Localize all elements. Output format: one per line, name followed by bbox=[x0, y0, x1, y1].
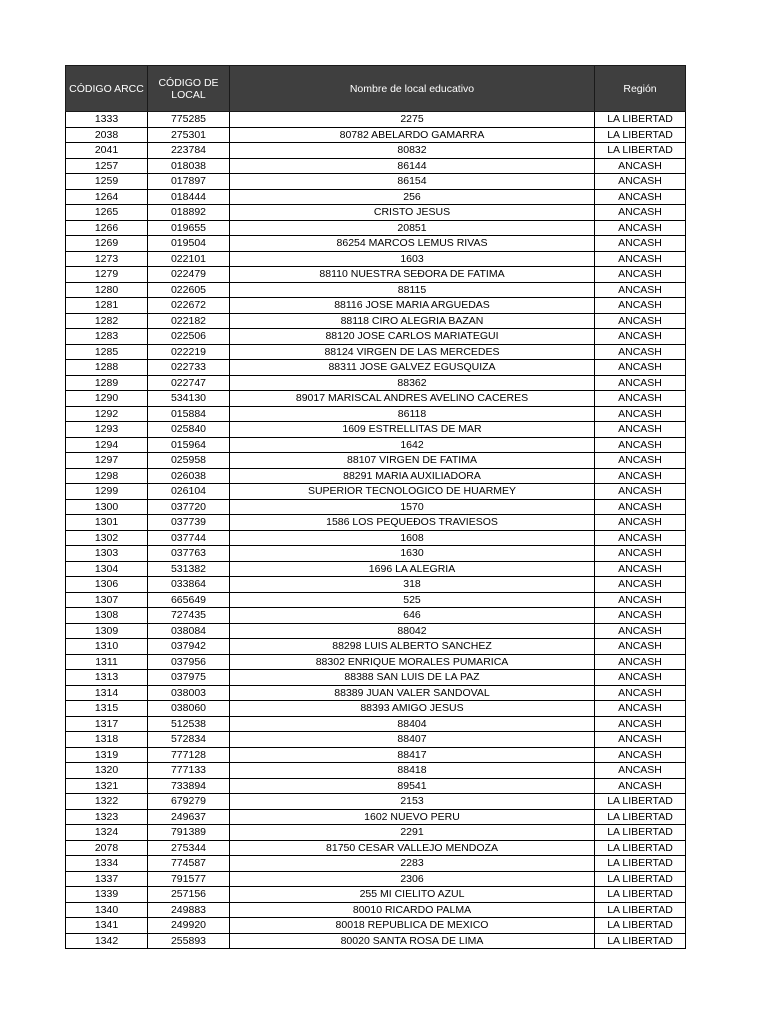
cell-codigo-arcc: 1293 bbox=[66, 422, 148, 438]
cell-codigo-arcc: 1285 bbox=[66, 344, 148, 360]
cell-region: ANCASH bbox=[595, 220, 686, 236]
cell-nombre-local: 80020 SANTA ROSA DE LIMA bbox=[230, 933, 595, 949]
cell-region: ANCASH bbox=[595, 577, 686, 593]
table-row bbox=[66, 468, 686, 484]
cell-nombre-local: 88407 bbox=[230, 732, 595, 748]
cell-region: LA LIBERTAD bbox=[595, 840, 686, 856]
cell-codigo-arcc: 1301 bbox=[66, 515, 148, 531]
cell-nombre-local: 86144 bbox=[230, 158, 595, 174]
cell-nombre-local: 1602 NUEVO PERU bbox=[230, 809, 595, 825]
cell-nombre-local: 88302 ENRIQUE MORALES PUMARICA bbox=[230, 654, 595, 670]
cell-nombre-local: 20851 bbox=[230, 220, 595, 236]
cell-region: ANCASH bbox=[595, 344, 686, 360]
table-row bbox=[66, 530, 686, 546]
cell-region: ANCASH bbox=[595, 453, 686, 469]
table-row bbox=[66, 561, 686, 577]
table-row bbox=[66, 220, 686, 236]
cell-region: ANCASH bbox=[595, 251, 686, 267]
cell-codigo-local: 037975 bbox=[148, 670, 230, 686]
table-row bbox=[66, 298, 686, 314]
cell-codigo-local: 037763 bbox=[148, 546, 230, 562]
table-row bbox=[66, 685, 686, 701]
cell-nombre-local: 81750 CESAR VALLEJO MENDOZA bbox=[230, 840, 595, 856]
cell-codigo-arcc: 1259 bbox=[66, 174, 148, 190]
cell-codigo-arcc: 1304 bbox=[66, 561, 148, 577]
table-row bbox=[66, 112, 686, 128]
cell-codigo-local: 223784 bbox=[148, 143, 230, 159]
cell-codigo-arcc: 1315 bbox=[66, 701, 148, 717]
cell-region: LA LIBERTAD bbox=[595, 127, 686, 143]
cell-codigo-local: 033864 bbox=[148, 577, 230, 593]
cell-nombre-local: 646 bbox=[230, 608, 595, 624]
cell-region: LA LIBERTAD bbox=[595, 871, 686, 887]
cell-codigo-arcc: 1292 bbox=[66, 406, 148, 422]
cell-region: ANCASH bbox=[595, 484, 686, 500]
cell-codigo-local: 774587 bbox=[148, 856, 230, 872]
cell-region: ANCASH bbox=[595, 515, 686, 531]
cell-region: ANCASH bbox=[595, 437, 686, 453]
table-row bbox=[66, 127, 686, 143]
cell-codigo-local: 022101 bbox=[148, 251, 230, 267]
table-row bbox=[66, 375, 686, 391]
cell-codigo-arcc: 1300 bbox=[66, 499, 148, 515]
table-row bbox=[66, 871, 686, 887]
cell-nombre-local: 88118 CIRO ALEGRIA BAZAN bbox=[230, 313, 595, 329]
cell-codigo-local: 775285 bbox=[148, 112, 230, 128]
cell-codigo-arcc: 1269 bbox=[66, 236, 148, 252]
cell-codigo-arcc: 1340 bbox=[66, 902, 148, 918]
cell-codigo-arcc: 1279 bbox=[66, 267, 148, 283]
cell-region: ANCASH bbox=[595, 282, 686, 298]
cell-codigo-local: 019504 bbox=[148, 236, 230, 252]
cell-codigo-local: 249920 bbox=[148, 918, 230, 934]
cell-nombre-local: 1603 bbox=[230, 251, 595, 267]
cell-nombre-local: 2291 bbox=[230, 825, 595, 841]
cell-codigo-local: 727435 bbox=[148, 608, 230, 624]
cell-nombre-local: 88417 bbox=[230, 747, 595, 763]
table-row bbox=[66, 902, 686, 918]
cell-region: ANCASH bbox=[595, 406, 686, 422]
cell-codigo-local: 025958 bbox=[148, 453, 230, 469]
cell-nombre-local: 1696 LA ALEGRIA bbox=[230, 561, 595, 577]
cell-codigo-arcc: 1294 bbox=[66, 437, 148, 453]
cell-nombre-local: 2306 bbox=[230, 871, 595, 887]
cell-region: ANCASH bbox=[595, 747, 686, 763]
cell-codigo-arcc: 1317 bbox=[66, 716, 148, 732]
table-row bbox=[66, 499, 686, 515]
cell-nombre-local: 1609 ESTRELLITAS DE MAR bbox=[230, 422, 595, 438]
cell-codigo-arcc: 1265 bbox=[66, 205, 148, 221]
cell-nombre-local: 80010 RICARDO PALMA bbox=[230, 902, 595, 918]
cell-codigo-arcc: 1342 bbox=[66, 933, 148, 949]
table-body bbox=[66, 112, 686, 949]
table-row bbox=[66, 437, 686, 453]
table-row bbox=[66, 236, 686, 252]
cell-codigo-local: 733894 bbox=[148, 778, 230, 794]
cell-nombre-local: 88418 bbox=[230, 763, 595, 779]
cell-region: ANCASH bbox=[595, 778, 686, 794]
table-row bbox=[66, 825, 686, 841]
table-row bbox=[66, 639, 686, 655]
table-row bbox=[66, 344, 686, 360]
cell-codigo-local: 249883 bbox=[148, 902, 230, 918]
cell-region: ANCASH bbox=[595, 298, 686, 314]
table-row bbox=[66, 453, 686, 469]
cell-region: ANCASH bbox=[595, 391, 686, 407]
cell-codigo-local: 026104 bbox=[148, 484, 230, 500]
cell-region: LA LIBERTAD bbox=[595, 825, 686, 841]
table-row bbox=[66, 282, 686, 298]
cell-nombre-local: SUPERIOR TECNOLOGICO DE HUARMEY bbox=[230, 484, 595, 500]
table-row bbox=[66, 856, 686, 872]
table-row bbox=[66, 577, 686, 593]
cell-codigo-local: 257156 bbox=[148, 887, 230, 903]
cell-codigo-local: 015964 bbox=[148, 437, 230, 453]
cell-region: LA LIBERTAD bbox=[595, 112, 686, 128]
table-row bbox=[66, 732, 686, 748]
cell-codigo-local: 038084 bbox=[148, 623, 230, 639]
cell-codigo-local: 275344 bbox=[148, 840, 230, 856]
table-row bbox=[66, 546, 686, 562]
table-row bbox=[66, 623, 686, 639]
cell-codigo-local: 022672 bbox=[148, 298, 230, 314]
cell-nombre-local: 80782 ABELARDO GAMARRA bbox=[230, 127, 595, 143]
cell-nombre-local: 88389 JUAN VALER SANDOVAL bbox=[230, 685, 595, 701]
cell-region: LA LIBERTAD bbox=[595, 933, 686, 949]
cell-codigo-arcc: 1299 bbox=[66, 484, 148, 500]
cell-codigo-arcc: 1333 bbox=[66, 112, 148, 128]
cell-codigo-local: 022479 bbox=[148, 267, 230, 283]
cell-codigo-arcc: 1319 bbox=[66, 747, 148, 763]
cell-region: ANCASH bbox=[595, 329, 686, 345]
header-codigo-arcc: CÓDIGO ARCC bbox=[66, 66, 148, 112]
table-row bbox=[66, 251, 686, 267]
cell-codigo-arcc: 1288 bbox=[66, 360, 148, 376]
cell-codigo-arcc: 1324 bbox=[66, 825, 148, 841]
cell-nombre-local: 1608 bbox=[230, 530, 595, 546]
cell-region: ANCASH bbox=[595, 468, 686, 484]
cell-nombre-local: 80832 bbox=[230, 143, 595, 159]
cell-codigo-arcc: 2078 bbox=[66, 840, 148, 856]
cell-codigo-local: 037720 bbox=[148, 499, 230, 515]
cell-region: ANCASH bbox=[595, 623, 686, 639]
cell-nombre-local: 88110 NUESTRA SEÐORA DE FATIMA bbox=[230, 267, 595, 283]
cell-codigo-arcc: 1339 bbox=[66, 887, 148, 903]
cell-codigo-local: 255893 bbox=[148, 933, 230, 949]
cell-nombre-local: 2153 bbox=[230, 794, 595, 810]
table-row bbox=[66, 670, 686, 686]
cell-region: ANCASH bbox=[595, 422, 686, 438]
table-row bbox=[66, 778, 686, 794]
cell-codigo-arcc: 1264 bbox=[66, 189, 148, 205]
cell-region: LA LIBERTAD bbox=[595, 902, 686, 918]
cell-codigo-local: 037942 bbox=[148, 639, 230, 655]
table-row bbox=[66, 794, 686, 810]
cell-codigo-local: 022182 bbox=[148, 313, 230, 329]
table-row bbox=[66, 592, 686, 608]
cell-codigo-local: 018038 bbox=[148, 158, 230, 174]
cell-nombre-local: 88107 VIRGEN DE FATIMA bbox=[230, 453, 595, 469]
cell-codigo-arcc: 1280 bbox=[66, 282, 148, 298]
cell-region: ANCASH bbox=[595, 732, 686, 748]
cell-nombre-local: 318 bbox=[230, 577, 595, 593]
cell-nombre-local: 525 bbox=[230, 592, 595, 608]
table-row bbox=[66, 933, 686, 949]
cell-region: ANCASH bbox=[595, 267, 686, 283]
table-row bbox=[66, 391, 686, 407]
cell-region: ANCASH bbox=[595, 313, 686, 329]
cell-nombre-local: 88362 bbox=[230, 375, 595, 391]
cell-codigo-local: 015884 bbox=[148, 406, 230, 422]
cell-codigo-local: 038003 bbox=[148, 685, 230, 701]
cell-region: LA LIBERTAD bbox=[595, 887, 686, 903]
cell-codigo-local: 777128 bbox=[148, 747, 230, 763]
cell-region: LA LIBERTAD bbox=[595, 918, 686, 934]
cell-codigo-local: 791389 bbox=[148, 825, 230, 841]
cell-codigo-arcc: 1321 bbox=[66, 778, 148, 794]
cell-nombre-local: CRISTO JESUS bbox=[230, 205, 595, 221]
cell-codigo-local: 022506 bbox=[148, 329, 230, 345]
table-row bbox=[66, 360, 686, 376]
cell-codigo-arcc: 1311 bbox=[66, 654, 148, 670]
cell-codigo-local: 791577 bbox=[148, 871, 230, 887]
schools-table bbox=[65, 65, 686, 949]
cell-codigo-arcc: 1282 bbox=[66, 313, 148, 329]
table-row bbox=[66, 918, 686, 934]
cell-nombre-local: 1570 bbox=[230, 499, 595, 515]
cell-nombre-local: 88404 bbox=[230, 716, 595, 732]
cell-codigo-local: 534130 bbox=[148, 391, 230, 407]
cell-codigo-arcc: 1323 bbox=[66, 809, 148, 825]
cell-nombre-local: 1642 bbox=[230, 437, 595, 453]
cell-region: ANCASH bbox=[595, 592, 686, 608]
cell-codigo-arcc: 1257 bbox=[66, 158, 148, 174]
cell-codigo-local: 037739 bbox=[148, 515, 230, 531]
table-row bbox=[66, 747, 686, 763]
cell-nombre-local: 88298 LUIS ALBERTO SANCHEZ bbox=[230, 639, 595, 655]
cell-nombre-local: 88116 JOSE MARIA ARGUEDAS bbox=[230, 298, 595, 314]
cell-nombre-local: 88311 JOSE GALVEZ EGUSQUIZA bbox=[230, 360, 595, 376]
cell-codigo-local: 018892 bbox=[148, 205, 230, 221]
cell-codigo-arcc: 2038 bbox=[66, 127, 148, 143]
cell-codigo-arcc: 1322 bbox=[66, 794, 148, 810]
cell-codigo-local: 679279 bbox=[148, 794, 230, 810]
cell-codigo-local: 022219 bbox=[148, 344, 230, 360]
table-header-row bbox=[66, 66, 686, 112]
header-region: Región bbox=[595, 66, 686, 112]
cell-codigo-local: 026038 bbox=[148, 468, 230, 484]
cell-codigo-local: 665649 bbox=[148, 592, 230, 608]
cell-nombre-local: 1586 LOS PEQUEÐOS TRAVIESOS bbox=[230, 515, 595, 531]
table-row bbox=[66, 887, 686, 903]
cell-codigo-local: 512538 bbox=[148, 716, 230, 732]
cell-nombre-local: 88124 VIRGEN DE LAS MERCEDES bbox=[230, 344, 595, 360]
cell-region: ANCASH bbox=[595, 174, 686, 190]
cell-codigo-local: 022733 bbox=[148, 360, 230, 376]
cell-nombre-local: 2283 bbox=[230, 856, 595, 872]
cell-nombre-local: 88042 bbox=[230, 623, 595, 639]
cell-codigo-local: 572834 bbox=[148, 732, 230, 748]
cell-codigo-local: 022747 bbox=[148, 375, 230, 391]
cell-region: ANCASH bbox=[595, 499, 686, 515]
cell-codigo-arcc: 1306 bbox=[66, 577, 148, 593]
cell-nombre-local: 88393 AMIGO JESUS bbox=[230, 701, 595, 717]
cell-nombre-local: 89541 bbox=[230, 778, 595, 794]
table-row bbox=[66, 406, 686, 422]
table-row bbox=[66, 716, 686, 732]
cell-nombre-local: 2275 bbox=[230, 112, 595, 128]
table-row bbox=[66, 189, 686, 205]
cell-nombre-local: 86254 MARCOS LEMUS RIVAS bbox=[230, 236, 595, 252]
cell-codigo-local: 777133 bbox=[148, 763, 230, 779]
table-row bbox=[66, 313, 686, 329]
cell-codigo-arcc: 1303 bbox=[66, 546, 148, 562]
cell-codigo-local: 019655 bbox=[148, 220, 230, 236]
cell-region: ANCASH bbox=[595, 701, 686, 717]
table-row bbox=[66, 654, 686, 670]
cell-codigo-arcc: 1289 bbox=[66, 375, 148, 391]
cell-codigo-arcc: 2041 bbox=[66, 143, 148, 159]
cell-region: LA LIBERTAD bbox=[595, 143, 686, 159]
cell-codigo-local: 249637 bbox=[148, 809, 230, 825]
cell-nombre-local: 88115 bbox=[230, 282, 595, 298]
cell-region: LA LIBERTAD bbox=[595, 856, 686, 872]
cell-codigo-arcc: 1298 bbox=[66, 468, 148, 484]
cell-codigo-arcc: 1314 bbox=[66, 685, 148, 701]
cell-codigo-arcc: 1310 bbox=[66, 639, 148, 655]
cell-codigo-local: 022605 bbox=[148, 282, 230, 298]
cell-codigo-arcc: 1281 bbox=[66, 298, 148, 314]
cell-nombre-local: 88291 MARIA AUXILIADORA bbox=[230, 468, 595, 484]
header-nombre-local: Nombre de local educativo bbox=[230, 66, 595, 112]
cell-nombre-local: 255 MI CIELITO AZUL bbox=[230, 887, 595, 903]
document-page bbox=[65, 65, 685, 949]
cell-codigo-local: 017897 bbox=[148, 174, 230, 190]
cell-region: ANCASH bbox=[595, 763, 686, 779]
cell-codigo-arcc: 1290 bbox=[66, 391, 148, 407]
table-row bbox=[66, 205, 686, 221]
cell-codigo-arcc: 1318 bbox=[66, 732, 148, 748]
cell-region: ANCASH bbox=[595, 685, 686, 701]
cell-codigo-arcc: 1320 bbox=[66, 763, 148, 779]
cell-codigo-arcc: 1283 bbox=[66, 329, 148, 345]
table-row bbox=[66, 329, 686, 345]
cell-codigo-arcc: 1309 bbox=[66, 623, 148, 639]
cell-nombre-local: 1630 bbox=[230, 546, 595, 562]
table-row bbox=[66, 763, 686, 779]
cell-region: ANCASH bbox=[595, 561, 686, 577]
cell-nombre-local: 88120 JOSE CARLOS MARIATEGUI bbox=[230, 329, 595, 345]
cell-codigo-arcc: 1334 bbox=[66, 856, 148, 872]
cell-region: ANCASH bbox=[595, 654, 686, 670]
cell-codigo-arcc: 1308 bbox=[66, 608, 148, 624]
table-row bbox=[66, 143, 686, 159]
cell-codigo-local: 037956 bbox=[148, 654, 230, 670]
table-row bbox=[66, 701, 686, 717]
cell-codigo-local: 025840 bbox=[148, 422, 230, 438]
cell-region: ANCASH bbox=[595, 639, 686, 655]
cell-region: LA LIBERTAD bbox=[595, 809, 686, 825]
cell-codigo-arcc: 1307 bbox=[66, 592, 148, 608]
table-row bbox=[66, 484, 686, 500]
cell-nombre-local: 80018 REPUBLICA DE MEXICO bbox=[230, 918, 595, 934]
cell-nombre-local: 86118 bbox=[230, 406, 595, 422]
cell-codigo-arcc: 1337 bbox=[66, 871, 148, 887]
cell-codigo-local: 275301 bbox=[148, 127, 230, 143]
cell-codigo-arcc: 1302 bbox=[66, 530, 148, 546]
cell-region: ANCASH bbox=[595, 375, 686, 391]
cell-region: ANCASH bbox=[595, 189, 686, 205]
cell-region: ANCASH bbox=[595, 530, 686, 546]
cell-codigo-arcc: 1273 bbox=[66, 251, 148, 267]
table-row bbox=[66, 158, 686, 174]
cell-region: ANCASH bbox=[595, 236, 686, 252]
cell-codigo-local: 038060 bbox=[148, 701, 230, 717]
cell-region: ANCASH bbox=[595, 360, 686, 376]
header-codigo-local: CÓDIGO DE LOCAL bbox=[148, 66, 230, 112]
table-row bbox=[66, 422, 686, 438]
cell-region: ANCASH bbox=[595, 158, 686, 174]
cell-codigo-local: 531382 bbox=[148, 561, 230, 577]
table-row bbox=[66, 267, 686, 283]
table-row bbox=[66, 809, 686, 825]
table-row bbox=[66, 840, 686, 856]
cell-codigo-local: 037744 bbox=[148, 530, 230, 546]
table-row bbox=[66, 608, 686, 624]
cell-nombre-local: 86154 bbox=[230, 174, 595, 190]
cell-codigo-arcc: 1313 bbox=[66, 670, 148, 686]
cell-region: ANCASH bbox=[595, 670, 686, 686]
table-row bbox=[66, 174, 686, 190]
cell-codigo-local: 018444 bbox=[148, 189, 230, 205]
cell-nombre-local: 88388 SAN LUIS DE LA PAZ bbox=[230, 670, 595, 686]
cell-nombre-local: 256 bbox=[230, 189, 595, 205]
cell-region: ANCASH bbox=[595, 205, 686, 221]
table-row bbox=[66, 515, 686, 531]
cell-nombre-local: 89017 MARISCAL ANDRES AVELINO CACERES bbox=[230, 391, 595, 407]
cell-codigo-arcc: 1297 bbox=[66, 453, 148, 469]
cell-region: LA LIBERTAD bbox=[595, 794, 686, 810]
cell-region: ANCASH bbox=[595, 546, 686, 562]
cell-codigo-arcc: 1341 bbox=[66, 918, 148, 934]
cell-region: ANCASH bbox=[595, 608, 686, 624]
cell-region: ANCASH bbox=[595, 716, 686, 732]
cell-codigo-arcc: 1266 bbox=[66, 220, 148, 236]
